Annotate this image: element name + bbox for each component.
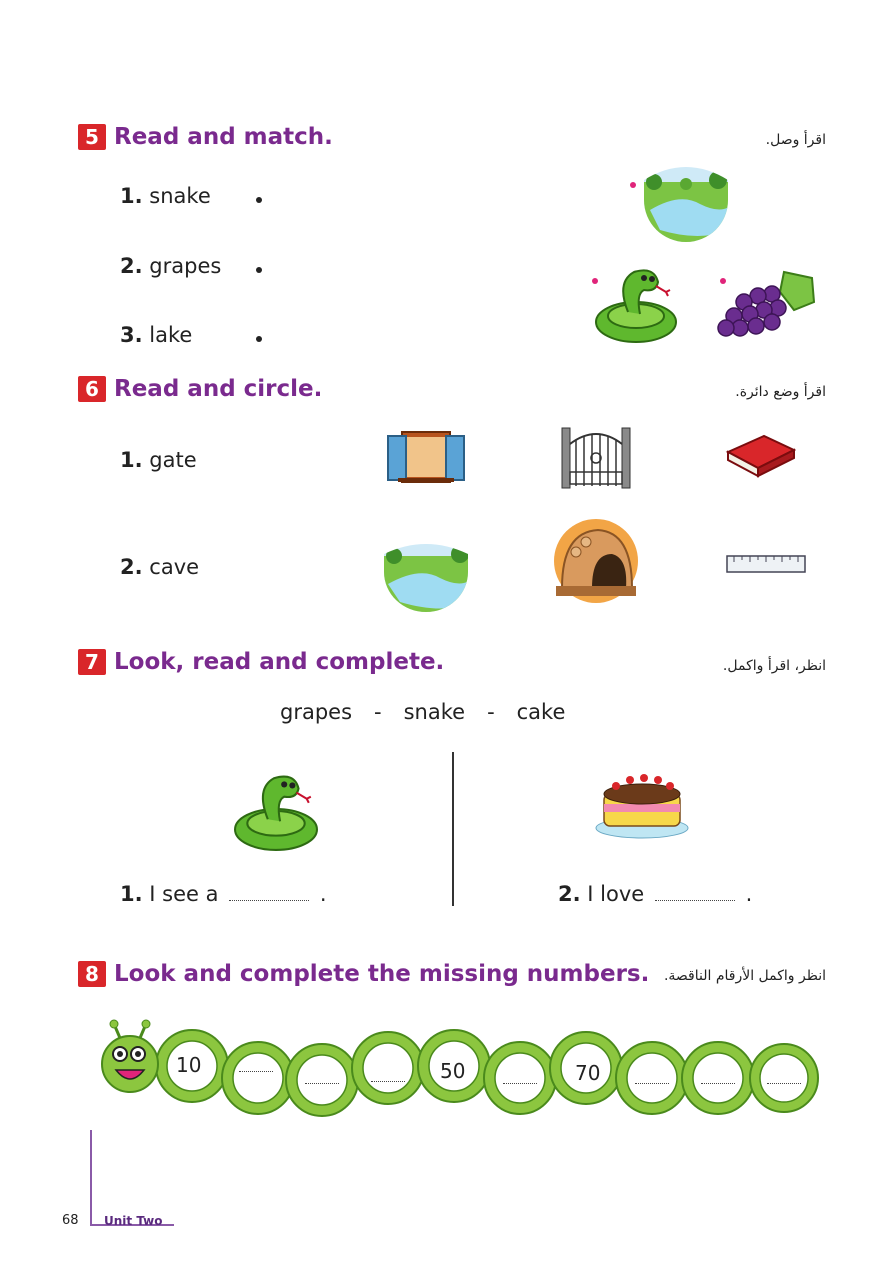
- ex5-item-2: [120, 254, 221, 278]
- ex6-header: [78, 376, 322, 402]
- item-number: 3.: [120, 323, 143, 347]
- ex5-number: 5: [78, 124, 106, 150]
- ex7-header: [78, 649, 444, 675]
- cake-picture: [594, 764, 690, 840]
- divider-line: [452, 752, 454, 906]
- ex6-arabic-instruction: اقرأ وضع دائرة.: [735, 384, 826, 400]
- ex5-title: Read and match.: [114, 124, 333, 150]
- ex6-number: 6: [78, 376, 106, 402]
- word-bank-separator: -: [487, 700, 495, 724]
- ring-blank[interactable]: [305, 1082, 339, 1084]
- answer-blank[interactable]: [229, 899, 309, 901]
- lake-picture[interactable]: [640, 160, 732, 242]
- ring-number: 50: [440, 1059, 466, 1083]
- answer-blank[interactable]: [655, 899, 735, 901]
- sentence-end: .: [319, 882, 327, 906]
- ex5-arabic-instruction: اقرأ وصل.: [765, 132, 826, 148]
- ring-blank[interactable]: [371, 1080, 405, 1082]
- match-dot[interactable]: [256, 197, 262, 203]
- item-number: 1.: [120, 448, 143, 472]
- grapes-picture[interactable]: [714, 268, 818, 342]
- ring-blank[interactable]: [503, 1082, 537, 1084]
- ruler-picture[interactable]: [726, 554, 806, 574]
- snake-picture[interactable]: [594, 262, 678, 344]
- word-bank: [280, 700, 565, 724]
- ex6-item-1: [120, 448, 197, 472]
- item-number: 2.: [120, 555, 143, 579]
- ex7-sentence-2: [558, 882, 752, 906]
- ex8-arabic-instruction: انظر واكمل الأرقام الناقصة.: [663, 968, 826, 984]
- item-word: lake: [149, 323, 193, 347]
- lake-picture[interactable]: [380, 538, 472, 612]
- word-bank-item: grapes: [280, 700, 353, 724]
- ex6-item-2: [120, 555, 199, 579]
- sentence-number: 1.: [120, 882, 143, 906]
- unit-label: Unit Two: [104, 1214, 163, 1228]
- ring-blank[interactable]: [239, 1070, 273, 1072]
- gate-picture[interactable]: [560, 424, 632, 490]
- sentence-number: 2.: [558, 882, 581, 906]
- word-bank-item: cake: [516, 700, 566, 724]
- ring-blank[interactable]: [701, 1082, 735, 1084]
- match-dot[interactable]: [256, 336, 262, 342]
- ex5-item-1: [120, 184, 211, 208]
- ex8-title: Look and complete the missing numbers.: [114, 961, 650, 987]
- ring-blank[interactable]: [635, 1082, 669, 1084]
- word-bank-separator: -: [374, 700, 382, 724]
- ex7-number: 7: [78, 649, 106, 675]
- ex5-item-3: [120, 323, 192, 347]
- item-word: grapes: [149, 254, 222, 278]
- item-word: gate: [149, 448, 197, 472]
- ring-number: 10: [176, 1053, 202, 1077]
- match-dot[interactable]: [256, 267, 262, 273]
- cave-picture[interactable]: [552, 518, 640, 604]
- ex5-header: [78, 124, 333, 150]
- sentence-text: I love: [587, 882, 645, 906]
- match-dot-lake[interactable]: [630, 182, 636, 188]
- ex7-title: Look, read and complete.: [114, 649, 445, 675]
- ex7-sentence-1: [120, 882, 327, 906]
- item-number: 1.: [120, 184, 143, 208]
- footer-rule-vertical: [90, 1130, 92, 1226]
- ex7-arabic-instruction: انظر، اقرأ واكمل.: [722, 658, 826, 674]
- ex6-title: Read and circle.: [114, 376, 323, 402]
- item-number: 2.: [120, 254, 143, 278]
- sentence-text: I see a: [149, 882, 219, 906]
- item-word: cave: [149, 555, 200, 579]
- word-bank-item: snake: [403, 700, 466, 724]
- item-word: snake: [149, 184, 211, 208]
- snake-picture: [232, 768, 320, 852]
- ring-number: 70: [575, 1061, 601, 1085]
- sentence-end: .: [745, 882, 753, 906]
- ex8-number: 8: [78, 961, 106, 987]
- book-picture[interactable]: [724, 432, 796, 480]
- ex8-header: [78, 961, 649, 987]
- window-picture[interactable]: [386, 430, 466, 484]
- page-number: 68: [62, 1213, 79, 1228]
- ring-blank[interactable]: [767, 1082, 801, 1084]
